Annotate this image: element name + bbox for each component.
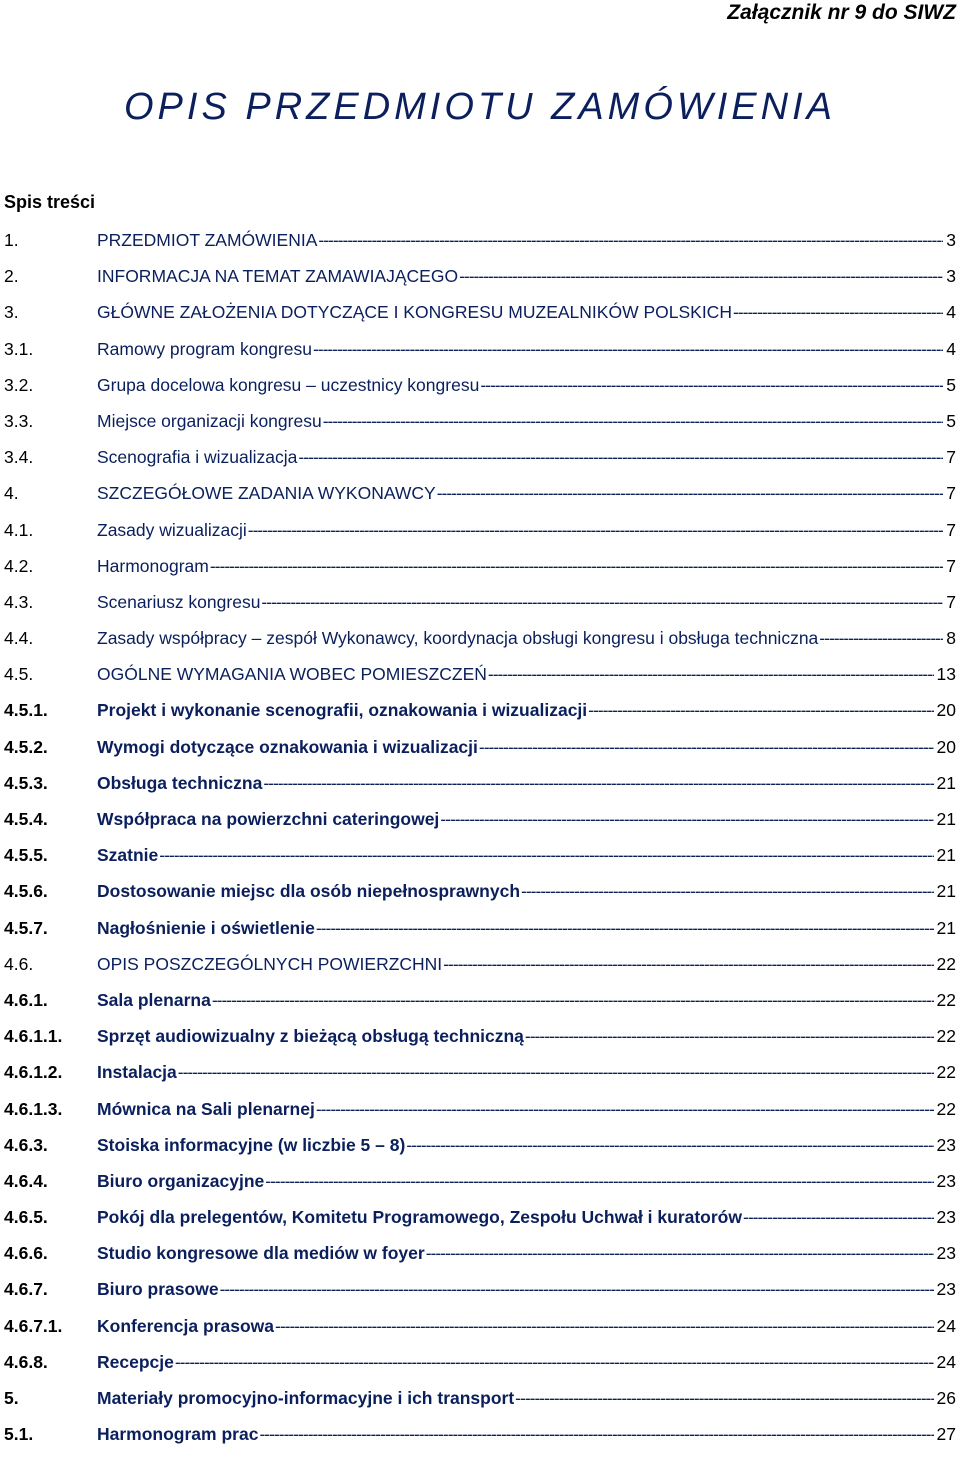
toc-entry-number: 4.5.6. (4, 881, 48, 902)
table-of-contents (4, 228, 956, 1458)
toc-entry-number: 4.5.2. (4, 736, 48, 757)
toc-entry-page: 27 (936, 1424, 956, 1445)
toc-entry-title[interactable]: Projekt i wykonanie scenografii, oznakowania i wizualizacji (97, 700, 588, 721)
toc-entry-title[interactable]: SZCZEGÓŁOWE ZADANIA WYKONAWCY (97, 483, 436, 504)
toc-entry[interactable] (4, 1024, 956, 1060)
toc-entry-number: 4.6.1. (4, 989, 48, 1010)
toc-entry-title[interactable]: Miejsce organizacji kongresu (97, 410, 322, 431)
toc-entry-title[interactable]: Biuro prasowe (97, 1279, 219, 1300)
toc-entry-number: 4.5. (4, 664, 34, 685)
toc-entry-title[interactable]: Biuro organizacyjne (97, 1170, 265, 1191)
toc-entry-page: 13 (936, 664, 956, 685)
toc-entry-title[interactable]: Sprzęt audiowizualny z bieżącą obsługą techniczną (97, 1026, 524, 1047)
toc-entry-leader (263, 771, 933, 795)
toc-entry-title[interactable]: Sala plenarna (97, 989, 211, 1010)
toc-entry[interactable] (4, 771, 956, 807)
toc-entry-page: 23 (936, 1207, 956, 1228)
toc-entry[interactable] (4, 916, 956, 952)
toc-entry-number: 4.5.5. (4, 845, 48, 866)
toc-entry-number: 4.6.1.1. (4, 1026, 63, 1047)
toc-entry-title[interactable]: Dostosowanie miejsc dla osób niepełnosprawnych (97, 881, 521, 902)
toc-entry[interactable] (4, 1241, 956, 1277)
toc-entry-number: 4.6.4. (4, 1170, 48, 1191)
toc-entry-page: 7 (946, 519, 956, 540)
toc-entry[interactable] (4, 554, 956, 590)
toc-entry-number: 4.6.8. (4, 1351, 48, 1372)
toc-entry-leader (313, 337, 943, 361)
toc-entry-page: 7 (946, 555, 956, 576)
toc-entry-number: 4.4. (4, 628, 34, 649)
toc-entry[interactable] (4, 445, 956, 481)
toc-entry[interactable] (4, 300, 956, 336)
toc-entry-title[interactable]: Ramowy program kongresu (97, 338, 312, 359)
toc-entry-page: 3 (946, 230, 956, 250)
toc-entry-page: 22 (936, 1098, 956, 1119)
toc-entry-number: 4.6.1.3. (4, 1098, 63, 1119)
toc-entry-leader (159, 843, 933, 867)
toc-entry-number: 3. (4, 302, 19, 323)
toc-entry-number: 5. (4, 1388, 19, 1408)
toc-entry-page: 4 (946, 338, 956, 359)
toc-entry-number: 2. (4, 266, 19, 287)
toc-entry-number: 4.5.4. (4, 809, 48, 829)
toc-entry-title[interactable]: Szatnie (97, 845, 159, 866)
toc-entry-leader (733, 300, 943, 324)
toc-entry-number: 3.4. (4, 447, 34, 468)
toc-entry[interactable] (4, 590, 956, 626)
toc-entry-number: 4.6.1.2. (4, 1062, 63, 1083)
toc-entry-leader (426, 1241, 934, 1265)
toc-entry-page: 20 (936, 736, 956, 757)
toc-entry-leader (459, 264, 943, 288)
toc-entry[interactable] (4, 662, 956, 698)
toc-entry[interactable] (4, 879, 956, 915)
toc-entry-number: 4.6.3. (4, 1134, 48, 1155)
toc-entry[interactable] (4, 1205, 956, 1241)
toc-entry-page: 7 (946, 591, 956, 612)
toc-entry-title[interactable]: INFORMACJA NA TEMAT ZAMAWIAJĄCEGO (97, 266, 459, 287)
toc-entry[interactable] (4, 409, 956, 445)
toc-entry-title[interactable]: Instalacja (97, 1062, 177, 1083)
toc-entry-number: 4.5.1. (4, 700, 48, 721)
toc-entry-leader (220, 1277, 934, 1301)
toc-entry-number: 4.3. (4, 591, 34, 612)
toc-entry-title[interactable]: Zasady wizualizacji (97, 519, 247, 540)
toc-entry-page: 21 (936, 809, 956, 829)
toc-entry-page: 23 (936, 1134, 956, 1155)
toc-entry[interactable] (4, 1422, 956, 1458)
toc-entry-leader (488, 662, 934, 686)
toc-entry-page: 5 (946, 374, 956, 395)
toc-entry[interactable] (4, 988, 956, 1024)
toc-entry-leader (316, 1097, 934, 1121)
toc-entry-leader (212, 988, 934, 1012)
toc-entry-leader (521, 879, 934, 903)
toc-heading: Spis treści (4, 192, 96, 212)
toc-entry-number: 3.2. (4, 374, 34, 395)
toc-entry-page: 3 (946, 266, 956, 287)
toc-entry[interactable] (4, 228, 956, 264)
toc-entry[interactable] (4, 1133, 956, 1169)
toc-entry-page: 22 (936, 1062, 956, 1083)
toc-entry-number: 4. (4, 483, 19, 504)
toc-entry-number: 3.3. (4, 410, 34, 431)
toc-entry-title[interactable]: OGÓLNE WYMAGANIA WOBEC POMIESZCZEŃ (97, 664, 487, 685)
toc-entry-page: 24 (936, 1315, 956, 1336)
toc-entry-leader (515, 1386, 933, 1410)
toc-entry-title[interactable]: Recepcje (97, 1351, 174, 1372)
toc-entry-title[interactable]: GŁÓWNE ZAŁOŻENIA DOTYCZĄCE I KONGRESU MUZEALNIKÓW POLSKICH (97, 302, 732, 323)
toc-entry-leader (525, 1024, 934, 1048)
toc-entry-leader (437, 481, 944, 505)
toc-entry-leader (480, 373, 943, 397)
toc-entry-number: 4.6. (4, 953, 34, 974)
toc-entry[interactable] (4, 698, 956, 734)
toc-entry[interactable] (4, 1386, 956, 1422)
toc-entry[interactable] (4, 373, 956, 409)
toc-entry-title[interactable]: Mównica na Sali plenarnej (97, 1098, 315, 1119)
toc-entry-page: 22 (936, 1026, 956, 1047)
toc-entry-page: 4 (946, 302, 956, 323)
toc-entry-title[interactable]: Stoiska informacyjne (w liczbie 5 – 8) (97, 1134, 406, 1155)
toc-entry-title[interactable]: Scenografia i wizualizacja (97, 447, 298, 468)
toc-entry-title[interactable]: Obsługa techniczna (97, 772, 263, 793)
toc-entry-title[interactable]: Harmonogram (97, 555, 209, 576)
toc-entry-page: 24 (936, 1351, 956, 1372)
toc-entry[interactable] (4, 518, 956, 554)
toc-entry-leader (406, 1133, 933, 1157)
toc-entry[interactable] (4, 735, 956, 771)
toc-entry-leader (318, 228, 943, 252)
toc-entry-title[interactable]: Harmonogram prac (97, 1424, 259, 1445)
annex-label: Załącznik nr 9 do SIWZ (727, 1, 956, 24)
toc-entry-leader (479, 735, 934, 759)
toc-entry-leader (743, 1205, 934, 1229)
toc-entry[interactable] (4, 843, 956, 879)
toc-entry-leader (261, 590, 943, 614)
toc-entry-leader (275, 1314, 934, 1338)
toc-entry-title[interactable]: PRZEDMIOT ZAMÓWIENIA (97, 230, 318, 250)
toc-entry-title[interactable]: Współpraca na powierzchni cateringowej (97, 809, 440, 829)
toc-entry-page: 20 (936, 700, 956, 721)
toc-entry[interactable] (4, 807, 956, 843)
toc-entry-title[interactable]: Grupa docelowa kongresu – uczestnicy kongresu (97, 374, 480, 395)
toc-entry-number: 5.1. (4, 1424, 34, 1445)
toc-entry-number: 3.1. (4, 338, 34, 359)
toc-entry-page: 8 (946, 628, 956, 649)
toc-entry-page: 7 (946, 447, 956, 468)
toc-entry-title[interactable]: Materiały promocyjno-informacyjne i ich transport (97, 1388, 515, 1408)
toc-entry-number: 4.1. (4, 519, 34, 540)
toc-entry-page: 26 (936, 1388, 956, 1408)
toc-entry-title[interactable]: Konferencja prasowa (97, 1315, 274, 1336)
toc-entry-title[interactable]: Wymogi dotyczące oznakowania i wizualizacji (97, 736, 478, 757)
toc-entry-number: 1. (4, 230, 19, 250)
toc-entry-page: 23 (936, 1279, 956, 1300)
toc-entry-title[interactable]: Pokój dla prelegentów, Komitetu Programowego, Zespołu Uchwał i kuratorów (97, 1207, 742, 1228)
toc-entry-number: 4.5.3. (4, 772, 48, 793)
toc-entry-number: 4.6.7. (4, 1279, 48, 1300)
toc-entry-number: 4.6.6. (4, 1243, 48, 1264)
toc-entry-number: 4.6.7.1. (4, 1315, 63, 1336)
toc-entry[interactable] (4, 481, 956, 517)
toc-entry-leader (819, 626, 943, 650)
toc-entry-page: 7 (946, 483, 956, 504)
toc-entry-leader (323, 409, 944, 433)
toc-entry-leader (248, 518, 943, 542)
toc-entry-leader (210, 554, 943, 578)
toc-entry-number: 4.6.5. (4, 1207, 48, 1228)
toc-entry-page: 21 (936, 881, 956, 902)
toc-entry-leader (175, 1350, 934, 1374)
toc-entry[interactable] (4, 337, 956, 373)
toc-entry-page: 5 (946, 410, 956, 431)
toc-entry-leader (588, 698, 933, 722)
toc-entry[interactable] (4, 264, 956, 300)
toc-entry-leader (178, 1060, 934, 1084)
toc-entry-page: 23 (936, 1170, 956, 1191)
toc-entry[interactable] (4, 1277, 956, 1313)
toc-entry-leader (440, 807, 933, 831)
toc-entry-title[interactable]: Nagłośnienie i oświetlenie (97, 917, 315, 938)
toc-entry[interactable] (4, 952, 956, 988)
toc-entry-title[interactable]: Scenariusz kongresu (97, 591, 261, 612)
toc-entry-page: 23 (936, 1243, 956, 1264)
toc-entry-leader (298, 445, 943, 469)
toc-entry-leader (265, 1169, 933, 1193)
toc-entry-page: 22 (936, 989, 956, 1010)
toc-entry-page: 21 (936, 772, 956, 793)
toc-entry[interactable] (4, 1097, 956, 1133)
toc-entry[interactable] (4, 1350, 956, 1386)
toc-entry-leader (316, 916, 934, 940)
toc-entry-title[interactable]: OPIS POSZCZEGÓLNYCH POWIERZCHNI (97, 953, 443, 974)
toc-entry[interactable] (4, 1314, 956, 1350)
toc-entry-title[interactable]: Zasady współpracy – zespół Wykonawcy, koordynacja obsługi kongresu i obsługa techniczna (97, 628, 819, 649)
toc-entry-page: 21 (936, 917, 956, 938)
toc-entry-page: 21 (936, 845, 956, 866)
toc-entry-title[interactable]: Studio kongresowe dla mediów w foyer (97, 1243, 425, 1264)
document-title: OPIS PRZEDMIOTU ZAMÓWIENIA (123, 86, 837, 128)
toc-entry[interactable] (4, 1060, 956, 1096)
toc-entry[interactable] (4, 1169, 956, 1205)
toc-entry[interactable] (4, 626, 956, 662)
toc-entry-number: 4.5.7. (4, 917, 48, 938)
toc-entry-leader (443, 952, 933, 976)
toc-entry-page: 22 (936, 953, 956, 974)
toc-entry-number: 4.2. (4, 555, 34, 576)
